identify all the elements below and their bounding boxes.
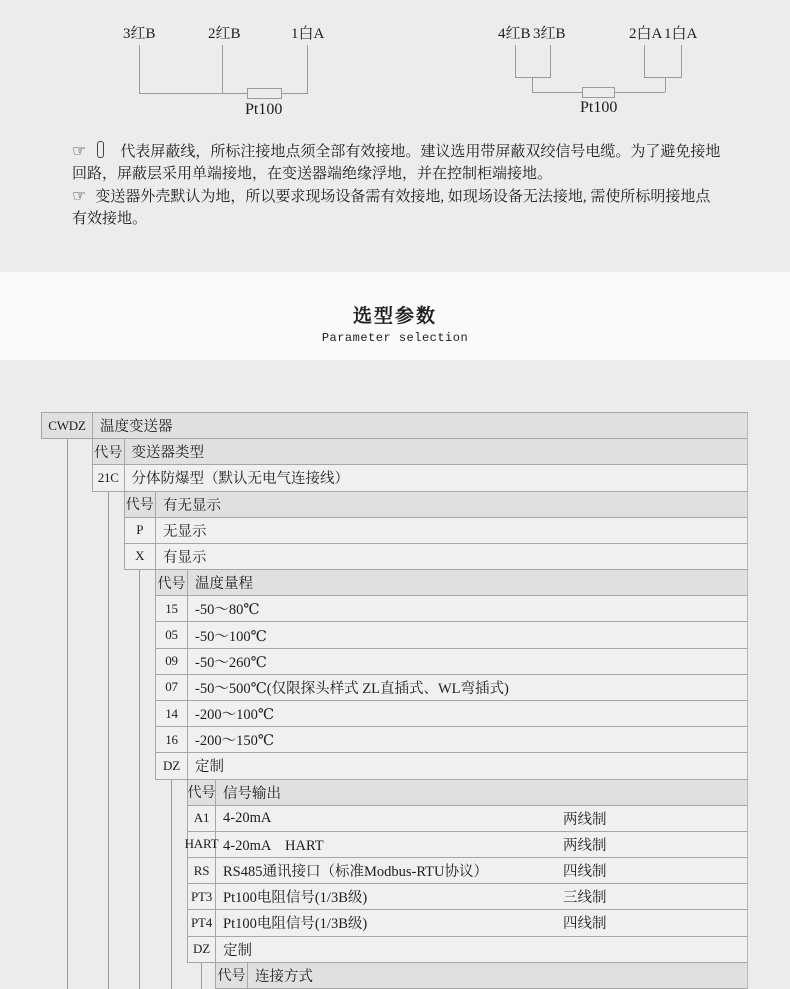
description-cell: 分体防爆型（默认无电气连接线） bbox=[131, 471, 349, 488]
wire-system-cell: 三线制 bbox=[563, 890, 607, 907]
description-cell: 有显示 bbox=[163, 549, 207, 566]
description-cell: 有无显示 bbox=[163, 497, 221, 514]
selection-path-line bbox=[201, 963, 202, 989]
wire-system-cell: 四线制 bbox=[563, 916, 607, 933]
wire-system-cell: 四线制 bbox=[563, 864, 607, 881]
table-header-row bbox=[155, 570, 748, 596]
description-cell: -200～150℃ bbox=[195, 733, 275, 750]
wire-system-cell: 两线制 bbox=[563, 811, 607, 828]
table-row bbox=[155, 649, 748, 675]
description-cell: 变送器类型 bbox=[131, 445, 204, 462]
code-cell: 21C bbox=[93, 465, 125, 490]
table-row bbox=[155, 675, 748, 701]
table-row bbox=[155, 753, 748, 779]
wire-label: 4红B bbox=[498, 26, 531, 42]
code-cell: X bbox=[125, 544, 157, 569]
wire-label: 2白A bbox=[629, 26, 663, 42]
code-cell: 07 bbox=[156, 675, 188, 700]
wire-system-cell: 两线制 bbox=[563, 837, 607, 854]
table-row bbox=[187, 884, 748, 910]
table-header-row bbox=[215, 963, 748, 989]
code-cell: HART bbox=[188, 832, 216, 857]
note-text: 代表屏蔽线，所标注接地点须全部有效接地。建议选用带屏蔽双绞信号电缆。为了避免接地回路，屏蔽层采用单端接地，在变送器端绝缘浮地，并在控制柜端接地。 bbox=[72, 144, 721, 182]
section-subtitle: Parameter selection bbox=[321, 331, 469, 345]
description-cell: 4-20mA bbox=[223, 809, 272, 826]
code-cell: 代号 bbox=[125, 492, 157, 517]
table-row bbox=[155, 727, 748, 753]
description-cell: -200～100℃ bbox=[195, 707, 275, 724]
code-cell: 09 bbox=[156, 649, 188, 674]
code-cell: CWDZ bbox=[42, 413, 93, 438]
description-cell: -50～100℃ bbox=[195, 628, 267, 645]
description-cell: -50～80℃ bbox=[195, 602, 260, 619]
code-cell: 15 bbox=[156, 596, 188, 621]
code-cell: RS bbox=[188, 858, 216, 883]
table-row bbox=[124, 544, 749, 570]
description-cell: Pt100电阻信号(1/3B级) bbox=[223, 890, 368, 907]
code-cell: 代号 bbox=[93, 439, 125, 464]
description-cell: 定制 bbox=[195, 759, 224, 776]
code-cell: 代号 bbox=[156, 570, 188, 595]
table-row bbox=[155, 596, 748, 622]
selection-path-line bbox=[171, 780, 172, 989]
code-cell: 05 bbox=[156, 622, 188, 647]
description-cell: 温度量程 bbox=[195, 576, 253, 593]
wire-label: 1白A bbox=[291, 26, 325, 42]
code-cell: PT3 bbox=[188, 884, 216, 909]
code-cell: 代号 bbox=[188, 780, 216, 805]
description-cell: 4-20mA HART bbox=[223, 837, 324, 854]
section-title: 选型参数 bbox=[352, 306, 437, 327]
wire-label: 2红B bbox=[208, 26, 241, 42]
description-cell: 连接方式 bbox=[255, 968, 313, 985]
description-cell: Pt100电阻信号(1/3B级) bbox=[223, 916, 368, 933]
pointing-hand-icon: ☞ bbox=[72, 186, 87, 205]
rtd-label: Pt100 bbox=[245, 101, 283, 118]
description-cell: RS485通讯接口（标准Modbus-RTU协议） bbox=[223, 864, 488, 881]
code-cell: P bbox=[125, 518, 157, 543]
table-header-row bbox=[124, 492, 749, 518]
note-text: 变送器外壳默认为地，所以要求现场设备需有效接地, 如现场设备无法接地, 需使所标明接地点有效接地。 bbox=[72, 189, 711, 227]
code-cell: A1 bbox=[188, 806, 216, 831]
code-cell: 代号 bbox=[216, 963, 248, 988]
description-cell: 温度变送器 bbox=[100, 419, 173, 436]
table-header-row bbox=[41, 413, 748, 439]
code-cell: 16 bbox=[156, 727, 188, 752]
wire-label: 3红B bbox=[533, 26, 566, 42]
code-cell: DZ bbox=[188, 937, 216, 962]
table-row bbox=[187, 910, 748, 936]
table-header-row bbox=[187, 780, 748, 806]
selection-path-line bbox=[108, 492, 109, 989]
table-row bbox=[155, 701, 748, 727]
table-row bbox=[155, 622, 748, 648]
code-cell: DZ bbox=[156, 753, 188, 778]
table-row bbox=[124, 518, 749, 544]
table-row bbox=[92, 465, 748, 491]
pointing-hand-icon: ☞ bbox=[72, 141, 87, 160]
table-header-row bbox=[92, 439, 748, 465]
description-cell: 信号输出 bbox=[223, 785, 281, 802]
selection-path-line bbox=[139, 570, 140, 989]
description-cell: 无显示 bbox=[163, 523, 207, 540]
code-cell: PT4 bbox=[188, 910, 216, 935]
rtd-label: Pt100 bbox=[580, 99, 618, 116]
selection-path-line bbox=[67, 439, 68, 989]
description-cell: 定制 bbox=[223, 942, 252, 959]
wire-label: 1白A bbox=[664, 26, 698, 42]
code-cell: 14 bbox=[156, 701, 188, 726]
table-row bbox=[187, 858, 748, 884]
table-row bbox=[187, 937, 748, 963]
table-row bbox=[187, 806, 748, 832]
table-row bbox=[184, 832, 748, 858]
wire-label: 3红B bbox=[123, 26, 156, 42]
description-cell: -50～500℃(仅限探头样式 ZL直插式、WL弯插式) bbox=[195, 680, 509, 697]
description-cell: -50～260℃ bbox=[195, 654, 267, 671]
